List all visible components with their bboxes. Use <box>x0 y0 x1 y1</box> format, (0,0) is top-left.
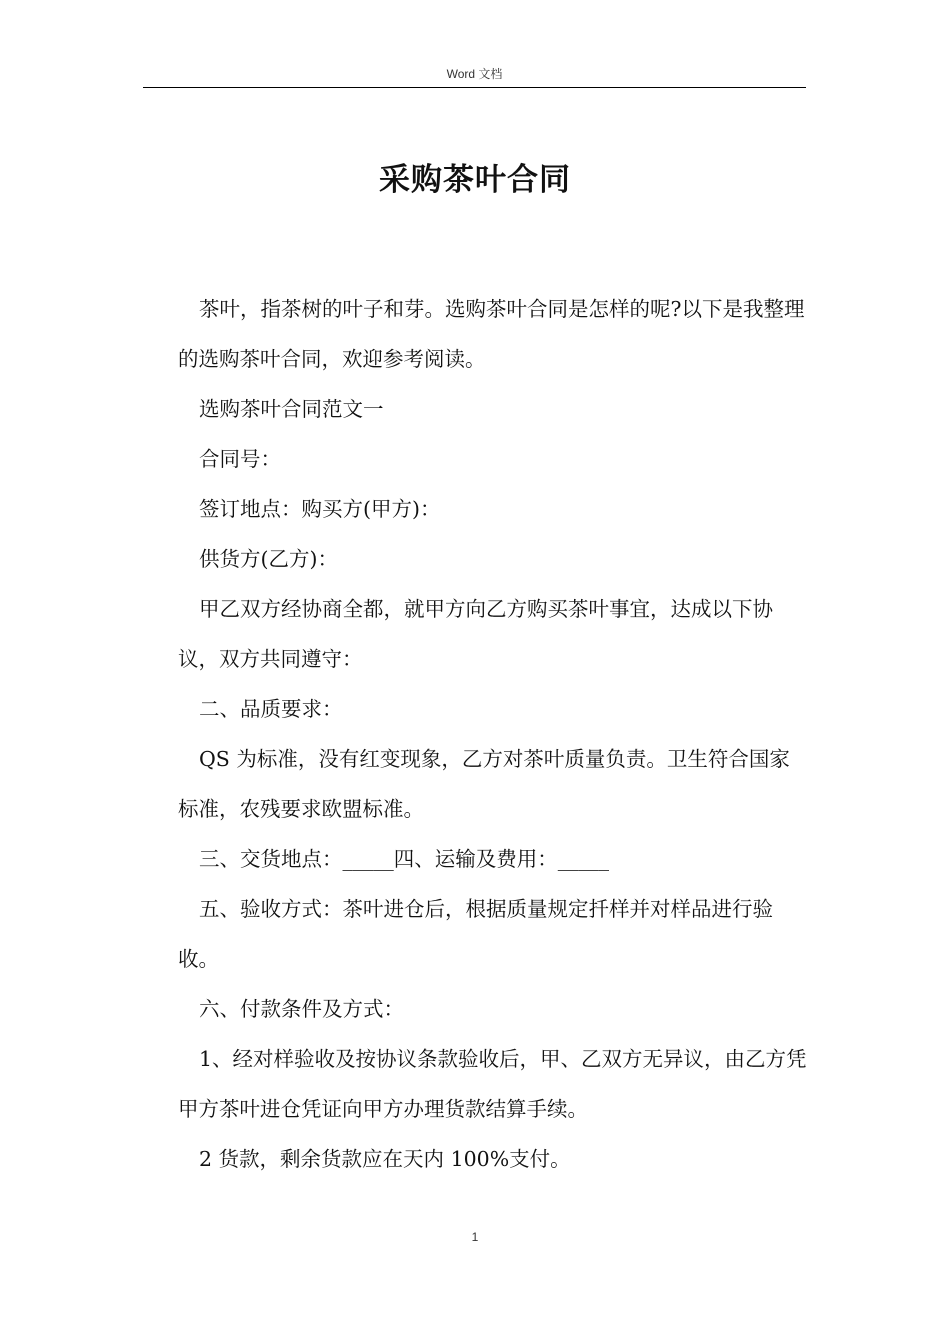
page-header <box>143 66 806 82</box>
document-body <box>178 284 808 1184</box>
header-label: Word 文档 <box>446 67 503 81</box>
paragraph-supplier: 供货方(乙方)： <box>199 547 338 571</box>
paragraph-section-heading: 选购茶叶合同范文一 <box>199 397 384 421</box>
paragraph-payment-term-2: 2 货款，剩余货款应在天内 100%支付。 <box>199 1147 571 1171</box>
paragraph-quality-heading: 二、品质要求： <box>199 697 343 721</box>
paragraph-delivery: 三、交货地点：_____四、运输及费用：_____ <box>199 847 609 871</box>
paragraph-signing-place: 签订地点：购买方(甲方)： <box>199 497 441 521</box>
paragraph-acceptance: 五、验收方式：茶叶进仓后，根据质量规定扦样并对样品进行验收。 <box>178 897 773 971</box>
page-footer <box>0 1230 950 1244</box>
paragraph-agreement: 甲乙双方经协商全都，就甲方向乙方购买茶叶事宜，达成以下协议，双方共同遵守： <box>178 597 773 671</box>
paragraph-payment-heading: 六、付款条件及方式： <box>199 997 404 1021</box>
page-number: 1 <box>471 1230 479 1244</box>
paragraph-contract-number: 合同号： <box>199 447 281 471</box>
paragraph-payment-term-1: 1、经对样验收及按协议条款验收后，甲、乙双方无异议，由乙方凭甲方茶叶进仓凭证向甲方办理货款结算手续。 <box>178 1047 807 1121</box>
paragraph-quality-terms: QS 为标准，没有红变现象，乙方对茶叶质量负责。卫生符合国家标准，农残要求欧盟标准。 <box>178 747 790 821</box>
paragraph-intro: 茶叶，指茶树的叶子和芽。选购茶叶合同是怎样的呢?以下是我整理的选购茶叶合同，欢迎参考阅读。 <box>178 297 805 371</box>
document-title: 采购茶叶合同 <box>379 162 571 198</box>
header-divider <box>143 87 806 88</box>
